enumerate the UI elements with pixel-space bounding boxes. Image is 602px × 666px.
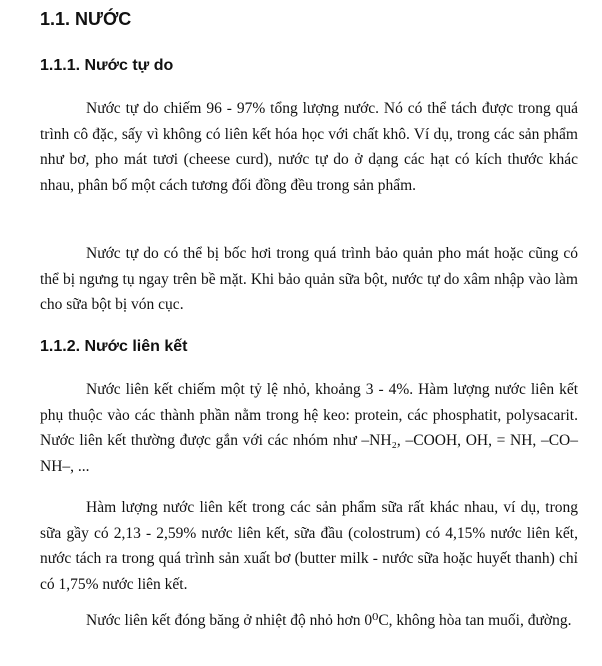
paragraph-free-water-1: Nước tự do chiếm 96 - 97% tổng lượng nước. Nó có thể tách được trong quá trình cô đặc, sấy vì không có liên kết hóa học với chất khô. Ví dụ, trong các sản phẩm như bơ, pho mát tươi (cheese curd), nước tự do ở dạng các hạt có kích thước khác nhau, phân bố một cách tương đối đồng đều trong sản phẩm. <box>40 100 578 194</box>
paragraph-free-water-2: Nước tự do có thể bị bốc hơi trong quá trình bảo quản pho mát hoặc cũng có thể bị ngưng tụ ngay trên bề mặt. Khi bảo quản sữa bột, nước tự do xâm nhập vào làm cho sữa bột bị vón cục. <box>40 245 578 313</box>
subsection-title-free-water: 1.1.1. Nước tự do <box>40 57 174 74</box>
subsection-title-bound-water: 1.1.2. Nước liên kết <box>40 338 188 355</box>
paragraph-bound-water-1: Nước liên kết chiếm một tỷ lệ nhỏ, khoảng 3 - 4%. Hàm lượng nước liên kết phụ thuộc vào các thành phần nằm trong hệ keo: protein, các phosphatit, polysacarit. Nước liên kết thường được gắn với các nhóm như –NH₂, –COOH, OH, = NH, –CO–NH–, ... <box>40 381 578 475</box>
section-title: 1.1. NƯỚC <box>40 9 132 29</box>
paragraph-bound-water-3: Nước liên kết đóng băng ở nhiệt độ nhỏ hơn 0⁰C, không hòa tan muối, đường. <box>86 612 572 629</box>
paragraph-bound-water-2: Hàm lượng nước liên kết trong các sản phẩm sữa rất khác nhau, ví dụ, trong sữa gầy có 2,13 - 2,59% nước liên kết, sữa đầu (colostrum) có 4,15% nước liên kết, nước tách ra trong quá trình sản xuất bơ (butter milk - nước sữa hoặc huyết thanh) chỉ có 1,75% nước liên kết. <box>40 499 578 593</box>
